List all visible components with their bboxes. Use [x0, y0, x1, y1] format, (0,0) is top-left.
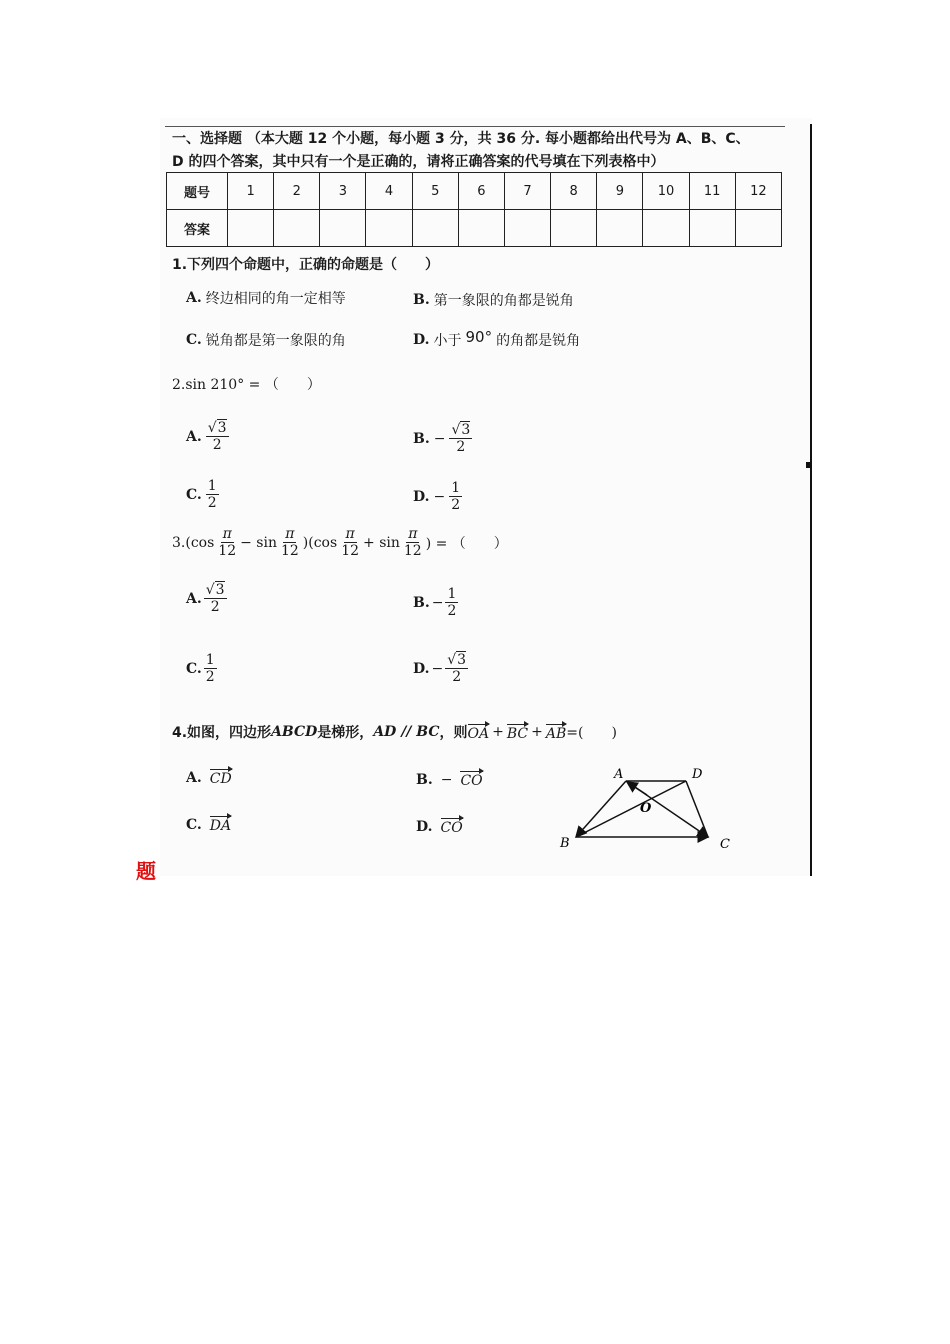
denominator: 12 [341, 543, 360, 559]
question-number-cell: 6 [458, 173, 504, 210]
vector-oa: OA [468, 723, 490, 742]
option-label: C. [186, 816, 202, 833]
question-number-cell: 11 [689, 173, 735, 210]
question-number-cell: 7 [504, 173, 550, 210]
radicand: 3 [217, 420, 227, 436]
option-text-pre: 小于 [433, 333, 462, 349]
answer-cell[interactable] [551, 210, 597, 247]
sqrt-sign: √ [207, 420, 217, 436]
fraction [402, 526, 424, 559]
parallel-condition: AD // BC [373, 724, 440, 740]
minus-sign: − [431, 660, 444, 677]
denominator: 2 [452, 669, 462, 685]
sqrt-sign: √ [205, 582, 215, 598]
q1-option-c [186, 330, 346, 350]
top-rule [165, 126, 785, 127]
stem-text: 4.如图，四边形 [172, 725, 272, 741]
shape-name: ABCD [271, 724, 318, 740]
sqrt-sign: √ [451, 422, 461, 438]
minus-sign: − [431, 594, 444, 611]
option-label: C. [186, 486, 202, 503]
option-text: 锐角都是第一象限的角 [205, 333, 346, 349]
denominator: 2 [205, 669, 215, 685]
answer-cell[interactable] [597, 210, 643, 247]
vector-cd: CD [210, 768, 232, 787]
answer-cell[interactable] [504, 210, 550, 247]
option-label: A. [186, 290, 202, 306]
answer-cell[interactable] [228, 210, 274, 247]
numerator: 1 [451, 480, 461, 496]
option-text: 第一象限的角都是锐角 [433, 293, 574, 309]
fraction [449, 422, 472, 455]
q4-option-d [416, 817, 463, 836]
minus-sign: − [433, 488, 446, 505]
fraction [216, 526, 238, 559]
expr-part: + sin [363, 534, 400, 551]
numerator: π [345, 526, 355, 542]
question-2-stem: 2.sin 210° = （ ） [172, 377, 321, 393]
option-label: D. [413, 660, 430, 677]
expr-part: − sin [240, 534, 277, 551]
numerator: π [285, 526, 295, 542]
fraction [445, 586, 458, 619]
answer-cell[interactable] [274, 210, 320, 247]
question-number-cell: 10 [643, 173, 689, 210]
minus-sign: − [440, 771, 453, 788]
denominator: 2 [212, 437, 222, 453]
minus-sign: − [433, 430, 446, 447]
option-label: D. [416, 818, 433, 835]
trapezoid-figure [552, 760, 742, 860]
q2-option-d [413, 480, 462, 513]
stem-text: 是梯形， [317, 725, 374, 741]
q3-option-c [186, 652, 217, 685]
question-number-cell: 5 [412, 173, 458, 210]
question-number-cell: 9 [597, 173, 643, 210]
option-label: B. [416, 771, 433, 788]
q1-option-a [186, 288, 346, 308]
option-label: B. [413, 292, 430, 308]
fraction [279, 526, 301, 559]
vector-da: DA [210, 815, 231, 834]
answer-cell[interactable] [366, 210, 412, 247]
question-3-stem [172, 526, 508, 559]
section-header-line2: D 的四个答案，其中只有一个是正确的，请将正确答案的代号填在下列表格中） [172, 154, 665, 170]
option-label: C. [186, 660, 202, 677]
question-number-cell: 12 [735, 173, 781, 210]
edge-ab [576, 781, 626, 837]
plus-sign: + [531, 724, 543, 740]
answer-cell[interactable] [735, 210, 781, 247]
fraction [339, 526, 361, 559]
degree-value: 90° [465, 328, 493, 346]
q2-option-b [413, 422, 472, 455]
numerator: 1 [205, 652, 215, 668]
q1-option-b [413, 290, 574, 310]
radicand: 3 [457, 652, 467, 668]
fraction [204, 652, 217, 685]
row-label-answer: 答案 [167, 210, 228, 247]
label-o: O [640, 801, 652, 816]
label-b: B [560, 836, 570, 851]
plus-sign: + [492, 724, 504, 740]
fraction [204, 582, 227, 615]
q4-option-a [186, 768, 232, 787]
option-label: C. [186, 332, 202, 348]
right-margin-line [810, 124, 812, 876]
q2-option-a [186, 420, 229, 453]
answer-cell[interactable] [689, 210, 735, 247]
vector-co: CO [441, 817, 463, 836]
radicand: 3 [215, 582, 225, 598]
numerator: 1 [207, 478, 217, 494]
radicand: 3 [461, 422, 471, 438]
numerator: π [222, 526, 232, 542]
numerator: 1 [447, 586, 457, 602]
margin-mark [806, 462, 812, 468]
option-label: A. [186, 590, 202, 607]
vector-co: CO [460, 770, 482, 789]
option-text-post: 的角都是锐角 [496, 333, 581, 349]
q3-option-b [413, 586, 458, 619]
label-d: D [692, 767, 703, 782]
expr-part: )(cos [302, 534, 338, 551]
question-number-cell: 4 [366, 173, 412, 210]
row-label-number: 题号 [167, 173, 228, 210]
q4-option-b [416, 770, 483, 789]
q4-option-c [186, 815, 231, 834]
answer-cell[interactable] [643, 210, 689, 247]
q2-option-c [186, 478, 219, 511]
red-title-mark: 题 [136, 859, 156, 883]
question-number-cell: 2 [274, 173, 320, 210]
label-a: A [614, 767, 624, 782]
denominator: 12 [218, 543, 237, 559]
stem-text: =( ) [566, 725, 617, 741]
diagonal-bd [576, 781, 686, 837]
label-c: C [720, 837, 730, 852]
fraction [445, 652, 468, 685]
section-header-line1: 一、选择题 （本大题 12 个小题，每小题 3 分，共 36 分. 每小题都给出代号为 A、B、C、 [172, 131, 750, 147]
denominator: 12 [280, 543, 299, 559]
q3-option-a [186, 582, 227, 615]
sqrt-sign: √ [447, 652, 457, 668]
numerator: π [408, 526, 418, 542]
option-label: B. [413, 430, 430, 447]
denominator: 12 [403, 543, 422, 559]
vector-bc: BC [507, 723, 528, 742]
question-1-stem: 1.下列四个命题中，正确的命题是（ ） [172, 257, 440, 273]
stem-text: ，则 [439, 725, 468, 741]
vector-oa-arrow [627, 782, 647, 795]
option-label: A. [186, 428, 202, 445]
denominator: 2 [451, 497, 461, 513]
option-label: A. [186, 769, 202, 786]
answer-cell[interactable] [458, 210, 504, 247]
fraction [206, 420, 229, 453]
answer-cell[interactable] [412, 210, 458, 247]
denominator: 2 [447, 603, 457, 619]
fraction [206, 478, 219, 511]
question-4-stem [172, 722, 617, 742]
expr-part: 3.(cos [172, 534, 215, 551]
question-number-cell: 3 [320, 173, 366, 210]
fraction [449, 480, 462, 513]
section-header [172, 128, 787, 174]
option-text: 终边相同的角一定相等 [205, 291, 346, 307]
q3-option-d [413, 652, 468, 685]
expr-part: ) = （ ） [425, 535, 508, 552]
answer-table-answer-row [167, 210, 782, 247]
answer-cell[interactable] [320, 210, 366, 247]
option-label: D. [413, 488, 430, 505]
option-label: B. [413, 594, 430, 611]
question-number-cell: 1 [228, 173, 274, 210]
denominator: 2 [456, 439, 466, 455]
option-label: D. [413, 332, 430, 348]
answer-table [166, 172, 782, 247]
q1-option-d [413, 330, 580, 350]
vector-ab: AB [546, 723, 566, 742]
denominator: 2 [210, 599, 220, 615]
question-number-cell: 8 [551, 173, 597, 210]
answer-table-number-row [167, 173, 782, 210]
denominator: 2 [207, 495, 217, 511]
